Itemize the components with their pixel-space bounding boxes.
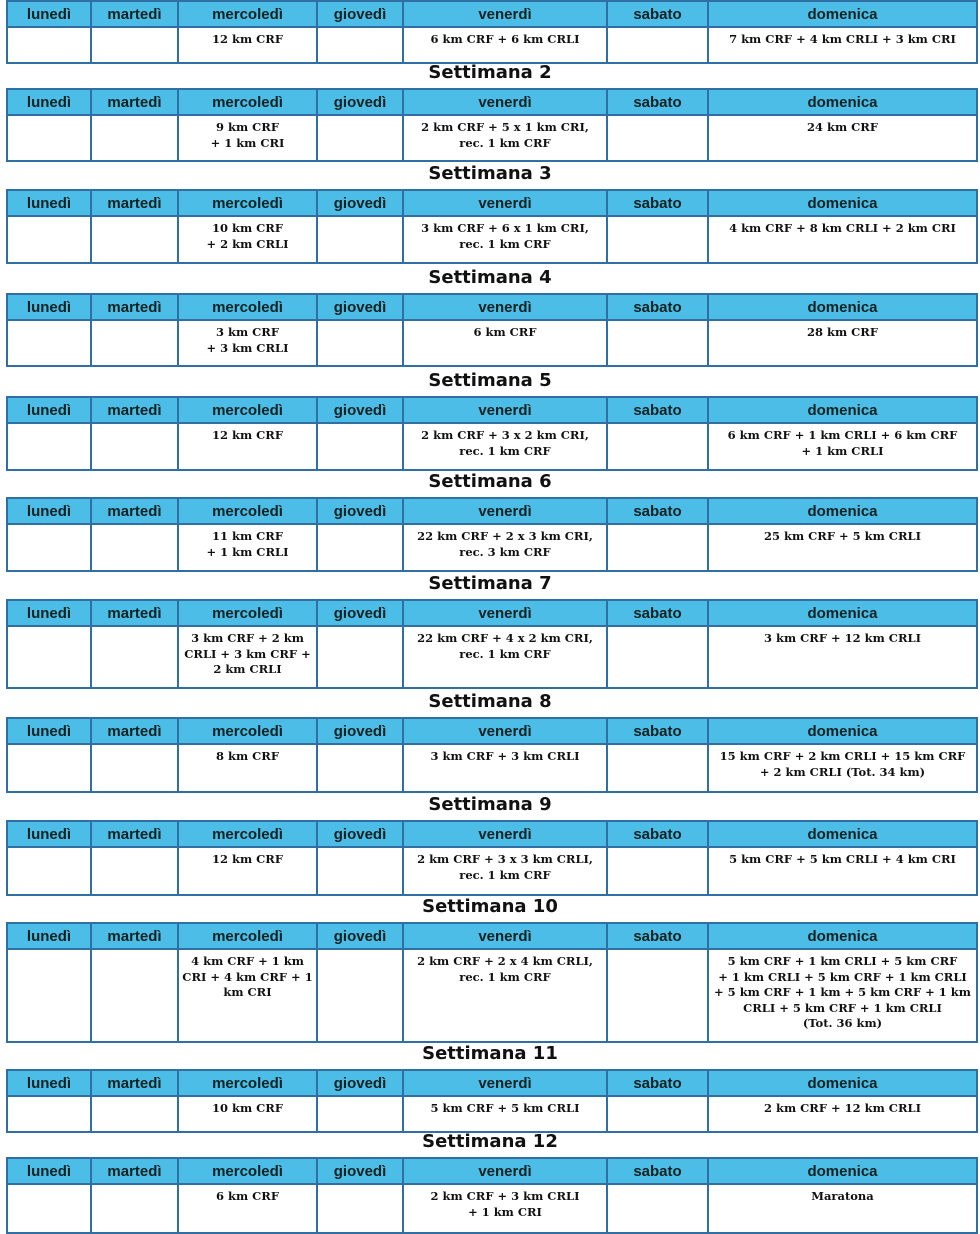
day-header: sabato — [607, 498, 708, 524]
workout-cell: 8 km CRF — [178, 744, 317, 792]
week-title: Settimana 6 — [428, 471, 552, 492]
table-header-row — [7, 1158, 977, 1184]
workout-cell: 12 km CRF — [178, 27, 317, 63]
day-header: giovedì — [317, 600, 403, 626]
workout-cell — [91, 27, 178, 63]
workout-cell: 2 km CRF + 3 km CRLI + 1 km CRI — [403, 1184, 607, 1233]
day-header: mercoledì — [178, 600, 317, 626]
day-header: martedì — [91, 718, 178, 744]
workout-cell: 4 km CRF + 8 km CRLI + 2 km CRI — [708, 216, 977, 263]
day-header: martedì — [91, 397, 178, 423]
day-header: mercoledì — [178, 1070, 317, 1096]
workout-cell — [317, 216, 403, 263]
week-title: Settimana 7 — [428, 573, 552, 594]
workout-cell — [607, 744, 708, 792]
workout-cell — [607, 524, 708, 571]
workout-cell — [7, 626, 91, 688]
day-header: giovedì — [317, 1158, 403, 1184]
workout-cell: 3 km CRF + 6 x 1 km CRI, rec. 1 km CRF — [403, 216, 607, 263]
day-header: lunedì — [7, 89, 91, 115]
day-header: sabato — [607, 923, 708, 949]
day-header: lunedì — [7, 718, 91, 744]
day-header: domenica — [708, 718, 977, 744]
workout-cell: 22 km CRF + 4 x 2 km CRI, rec. 1 km CRF — [403, 626, 607, 688]
table-header-row — [7, 1070, 977, 1096]
workout-cell — [7, 115, 91, 161]
workout-cell: 5 km CRF + 5 km CRLI + 4 km CRI — [708, 847, 977, 895]
workout-cell — [7, 524, 91, 571]
workout-cell: 10 km CRF — [178, 1096, 317, 1132]
workout-cell — [91, 949, 178, 1042]
day-header: domenica — [708, 498, 977, 524]
week-title: Settimana 10 — [422, 896, 558, 917]
table-header-row — [7, 600, 977, 626]
table-row — [7, 320, 977, 366]
day-header: sabato — [607, 190, 708, 216]
workout-cell: 6 km CRF + 6 km CRLI — [403, 27, 607, 63]
day-header: sabato — [607, 718, 708, 744]
day-header: lunedì — [7, 397, 91, 423]
workout-cell — [91, 524, 178, 571]
day-header: domenica — [708, 821, 977, 847]
workout-cell — [607, 115, 708, 161]
day-header: martedì — [91, 1158, 178, 1184]
day-header: venerdì — [403, 498, 607, 524]
workout-cell: 7 km CRF + 4 km CRLI + 3 km CRI — [708, 27, 977, 63]
workout-cell: 2 km CRF + 3 x 2 km CRI, rec. 1 km CRF — [403, 423, 607, 470]
workout-cell — [317, 1096, 403, 1132]
table-header-row — [7, 1, 977, 27]
day-header: mercoledì — [178, 190, 317, 216]
workout-cell — [317, 847, 403, 895]
workout-cell: 2 km CRF + 12 km CRLI — [708, 1096, 977, 1132]
table-header-row — [7, 89, 977, 115]
day-header: martedì — [91, 600, 178, 626]
workout-cell — [91, 1096, 178, 1132]
workout-cell: 3 km CRF + 3 km CRLI — [178, 320, 317, 366]
workout-cell: 12 km CRF — [178, 423, 317, 470]
day-header: martedì — [91, 923, 178, 949]
day-header: domenica — [708, 1158, 977, 1184]
table-row — [7, 949, 977, 1042]
day-header: venerdì — [403, 89, 607, 115]
table-row — [7, 847, 977, 895]
day-header: venerdì — [403, 600, 607, 626]
workout-cell — [607, 423, 708, 470]
day-header: domenica — [708, 294, 977, 320]
day-header: sabato — [607, 397, 708, 423]
workout-cell — [317, 1184, 403, 1233]
workout-cell — [607, 27, 708, 63]
week-title: Settimana 3 — [428, 163, 552, 184]
workout-cell — [91, 1184, 178, 1233]
table-row — [7, 1184, 977, 1233]
day-header: lunedì — [7, 600, 91, 626]
workout-cell: 22 km CRF + 2 x 3 km CRI, rec. 3 km CRF — [403, 524, 607, 571]
workout-cell — [317, 949, 403, 1042]
workout-cell — [91, 847, 178, 895]
day-header: lunedì — [7, 923, 91, 949]
day-header: martedì — [91, 1, 178, 27]
table-row — [7, 1096, 977, 1132]
day-header: domenica — [708, 1, 977, 27]
workout-cell: 2 km CRF + 5 x 1 km CRI, rec. 1 km CRF — [403, 115, 607, 161]
day-header: sabato — [607, 1, 708, 27]
workout-cell — [91, 423, 178, 470]
workout-cell: 3 km CRF + 3 km CRLI — [403, 744, 607, 792]
day-header: venerdì — [403, 821, 607, 847]
workout-cell — [607, 949, 708, 1042]
day-header: mercoledì — [178, 1, 317, 27]
week-title: Settimana 5 — [428, 370, 552, 391]
workout-cell: 5 km CRF + 5 km CRLI — [403, 1096, 607, 1132]
day-header: lunedì — [7, 1070, 91, 1096]
workout-cell: 6 km CRF — [178, 1184, 317, 1233]
workout-cell — [7, 847, 91, 895]
day-header: giovedì — [317, 498, 403, 524]
week-schedule-table — [6, 717, 978, 793]
week-title: Settimana 11 — [422, 1043, 558, 1064]
week-schedule-table — [6, 599, 978, 689]
table-header-row — [7, 821, 977, 847]
workout-cell — [607, 1184, 708, 1233]
day-header: giovedì — [317, 1070, 403, 1096]
day-header: mercoledì — [178, 923, 317, 949]
workout-cell: 28 km CRF — [708, 320, 977, 366]
day-header: mercoledì — [178, 89, 317, 115]
week-schedule-table — [6, 1157, 978, 1234]
workout-cell — [91, 626, 178, 688]
day-header: domenica — [708, 89, 977, 115]
workout-cell: 24 km CRF — [708, 115, 977, 161]
week-schedule-table — [6, 88, 978, 162]
day-header: mercoledì — [178, 397, 317, 423]
workout-cell: 3 km CRF + 2 km CRLI + 3 km CRF + 2 km CRLI — [178, 626, 317, 688]
workout-cell: 9 km CRF + 1 km CRI — [178, 115, 317, 161]
table-row — [7, 423, 977, 470]
day-header: lunedì — [7, 1158, 91, 1184]
week-schedule-table — [6, 189, 978, 264]
week-title: Settimana 12 — [422, 1131, 558, 1152]
workout-cell — [7, 423, 91, 470]
workout-cell — [7, 320, 91, 366]
day-header: sabato — [607, 294, 708, 320]
day-header: lunedì — [7, 498, 91, 524]
day-header: lunedì — [7, 821, 91, 847]
workout-cell — [7, 216, 91, 263]
week-schedule-table — [6, 0, 978, 64]
workout-cell — [7, 1184, 91, 1233]
day-header: giovedì — [317, 923, 403, 949]
week-schedule-table — [6, 820, 978, 896]
workout-cell — [91, 744, 178, 792]
day-header: lunedì — [7, 190, 91, 216]
week-title: Settimana 4 — [428, 267, 552, 288]
workout-cell: 12 km CRF — [178, 847, 317, 895]
day-header: mercoledì — [178, 1158, 317, 1184]
week-schedule-table — [6, 293, 978, 367]
workout-cell — [7, 949, 91, 1042]
table-row — [7, 115, 977, 161]
workout-cell — [607, 216, 708, 263]
day-header: sabato — [607, 1158, 708, 1184]
table-row — [7, 524, 977, 571]
day-header: venerdì — [403, 718, 607, 744]
week-title: Settimana 2 — [428, 62, 552, 83]
day-header: lunedì — [7, 1, 91, 27]
workout-cell — [607, 320, 708, 366]
day-header: mercoledì — [178, 294, 317, 320]
table-header-row — [7, 397, 977, 423]
day-header: mercoledì — [178, 718, 317, 744]
workout-cell — [317, 744, 403, 792]
day-header: giovedì — [317, 718, 403, 744]
workout-cell — [317, 115, 403, 161]
workout-cell — [317, 423, 403, 470]
day-header: martedì — [91, 294, 178, 320]
table-row — [7, 27, 977, 63]
day-header: martedì — [91, 190, 178, 216]
day-header: giovedì — [317, 1, 403, 27]
workout-cell — [317, 320, 403, 366]
table-row — [7, 626, 977, 688]
workout-cell: 3 km CRF + 12 km CRLI — [708, 626, 977, 688]
week-title: Settimana 9 — [428, 794, 552, 815]
day-header: lunedì — [7, 294, 91, 320]
workout-cell: 11 km CRF + 1 km CRLI — [178, 524, 317, 571]
day-header: giovedì — [317, 190, 403, 216]
day-header: sabato — [607, 600, 708, 626]
workout-cell: 6 km CRF — [403, 320, 607, 366]
workout-cell: 2 km CRF + 3 x 3 km CRLI, rec. 1 km CRF — [403, 847, 607, 895]
table-row — [7, 744, 977, 792]
workout-cell — [317, 524, 403, 571]
day-header: giovedì — [317, 294, 403, 320]
workout-cell — [91, 216, 178, 263]
workout-cell — [317, 626, 403, 688]
day-header: giovedì — [317, 397, 403, 423]
table-header-row — [7, 718, 977, 744]
workout-cell: 25 km CRF + 5 km CRLI — [708, 524, 977, 571]
day-header: domenica — [708, 397, 977, 423]
day-header: martedì — [91, 1070, 178, 1096]
week-schedule-table — [6, 1069, 978, 1133]
workout-cell: 2 km CRF + 2 x 4 km CRLI, rec. 1 km CRF — [403, 949, 607, 1042]
workout-cell: 6 km CRF + 1 km CRLI + 6 km CRF + 1 km CRLI — [708, 423, 977, 470]
day-header: domenica — [708, 923, 977, 949]
workout-cell: Maratona — [708, 1184, 977, 1233]
day-header: martedì — [91, 821, 178, 847]
workout-cell — [91, 320, 178, 366]
workout-cell: 5 km CRF + 1 km CRLI + 5 km CRF + 1 km CRLI + 5 km CRF + 1 km CRLI + 5 km CRF + 1 km + 5 km CRF + 1 km CRLI + 5 km CRF + 1 km CRLI (Tot. 36 km) — [708, 949, 977, 1042]
day-header: domenica — [708, 600, 977, 626]
day-header: venerdì — [403, 1, 607, 27]
table-header-row — [7, 190, 977, 216]
workout-cell — [7, 1096, 91, 1132]
day-header: martedì — [91, 89, 178, 115]
workout-cell — [7, 27, 91, 63]
workout-cell — [607, 1096, 708, 1132]
week-schedule-table — [6, 497, 978, 572]
workout-cell: 15 km CRF + 2 km CRLI + 15 km CRF + 2 km CRLI (Tot. 34 km) — [708, 744, 977, 792]
day-header: mercoledì — [178, 498, 317, 524]
day-header: giovedì — [317, 821, 403, 847]
week-schedule-table — [6, 396, 978, 471]
day-header: domenica — [708, 1070, 977, 1096]
day-header: mercoledì — [178, 821, 317, 847]
table-header-row — [7, 294, 977, 320]
workout-cell — [7, 744, 91, 792]
workout-cell: 10 km CRF + 2 km CRLI — [178, 216, 317, 263]
workout-cell — [607, 847, 708, 895]
day-header: venerdì — [403, 923, 607, 949]
workout-cell — [91, 115, 178, 161]
day-header: venerdì — [403, 294, 607, 320]
workout-cell — [607, 626, 708, 688]
table-header-row — [7, 923, 977, 949]
workout-cell: 4 km CRF + 1 km CRI + 4 km CRF + 1 km CRI — [178, 949, 317, 1042]
week-schedule-table — [6, 922, 978, 1043]
day-header: venerdì — [403, 190, 607, 216]
day-header: sabato — [607, 89, 708, 115]
day-header: giovedì — [317, 89, 403, 115]
workout-cell — [317, 27, 403, 63]
week-title: Settimana 8 — [428, 691, 552, 712]
day-header: sabato — [607, 1070, 708, 1096]
day-header: domenica — [708, 190, 977, 216]
day-header: venerdì — [403, 397, 607, 423]
day-header: venerdì — [403, 1070, 607, 1096]
day-header: venerdì — [403, 1158, 607, 1184]
day-header: sabato — [607, 821, 708, 847]
table-row — [7, 216, 977, 263]
table-header-row — [7, 498, 977, 524]
day-header: martedì — [91, 498, 178, 524]
